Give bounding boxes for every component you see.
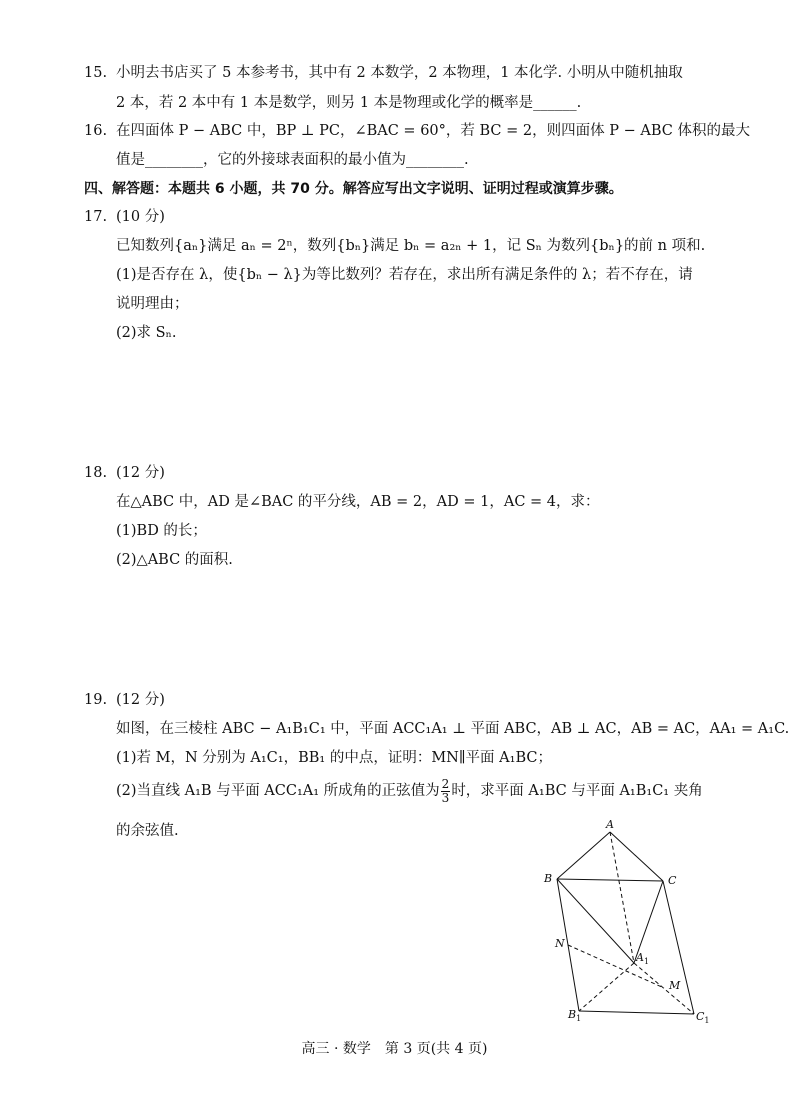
q15-number: 15. (84, 65, 108, 81)
edge-BA (557, 832, 610, 879)
q19-part2-after: 时，求平面 A₁BC 与平面 A₁B₁C₁ 夹角 (451, 783, 703, 799)
label-B1-main: B (568, 1008, 577, 1021)
q17-score: (10 分) (116, 209, 165, 225)
q17-stem: 已知数列{aₙ}满足 aₙ = 2ⁿ，数列{bₙ}满足 bₙ = a₂ₙ + 1，记 Sₙ 为数列{bₙ}的前 n 项和. (116, 238, 706, 254)
q17-part1-line2: 说明理由； (116, 296, 189, 312)
q18-number: 18. (84, 465, 108, 481)
q19-number: 19. (84, 692, 108, 708)
q16-number: 16. (84, 123, 108, 139)
label-A1-main: A (636, 951, 644, 964)
edge-BC (557, 879, 663, 881)
fraction-numerator: 2 (441, 776, 450, 791)
q18-score: (12 分) (116, 465, 165, 481)
fraction-denominator: 3 (441, 790, 450, 805)
q15-text-line1: 小明去书店买了 5 本参考书，其中有 2 本数学，2 本物理，1 本化学. 小明从中随机抽取 (116, 65, 683, 81)
q18-part2: (2)△ABC 的面积. (116, 552, 233, 568)
label-A: A (606, 818, 614, 831)
q19-part2-line2: 的余弦值. (116, 823, 179, 839)
label-M: M (669, 979, 681, 992)
q19-part1: (1)若 M，N 分别为 A₁C₁，BB₁ 的中点，证明：MN∥平面 A₁BC； (116, 750, 552, 766)
q18-stem: 在△ABC 中，AD 是∠BAC 的平分线，AB = 2，AD = 1，AC = 4，求： (116, 494, 600, 510)
label-C1-sub: 1 (704, 1016, 710, 1025)
q19-part2-before: (2)当直线 A₁B 与平面 ACC₁A₁ 所成角的正弦值为 (116, 783, 440, 799)
edge-AA1 (610, 832, 634, 963)
q16-text-line1: 在四面体 P − ABC 中，BP ⊥ PC，∠BAC = 60°，若 BC = 2，则四面体 P − ABC 体积的最大 (116, 123, 750, 139)
q19-score: (12 分) (116, 692, 165, 708)
label-C: C (668, 874, 677, 887)
section-heading: 四、解答题：本题共 6 小题，共 70 分。解答应写出文字说明、证明过程或演算步骤。 (84, 181, 623, 197)
q17-part2: (2)求 Sₙ. (116, 325, 177, 341)
label-B: B (544, 872, 553, 885)
label-A1 (635, 951, 649, 966)
segment-MN (568, 945, 664, 988)
q19-stem: 如图，在三棱柱 ABC − A₁B₁C₁ 中，平面 ACC₁A₁ ⊥ 平面 ABC，AB ⊥ AC，AB = AC，AA₁ = A₁C. (116, 721, 789, 737)
label-C1-main: C (696, 1010, 705, 1023)
label-A1-sub: 1 (643, 957, 650, 966)
page-footer: 高三 · 数学 第 3 页(共 4 页) (301, 1041, 488, 1057)
label-C1 (696, 1010, 710, 1025)
edge-B1C1 (579, 1011, 694, 1014)
q17-number: 17. (84, 209, 108, 225)
prism-figure (530, 818, 720, 1028)
label-B1-sub: 1 (576, 1014, 582, 1023)
q18-part1: (1)BD 的长； (116, 523, 207, 539)
q16-text-line2: 值是________，它的外接球表面积的最小值为________. (116, 152, 469, 168)
q17-part1-line1: (1)是否存在 λ，使{bₙ − λ}为等比数列？若存在，求出所有满足条件的 λ；若不存在，请 (116, 267, 693, 283)
q15-text-line2: 2 本，若 2 本中有 1 本是数学，则另 1 本是物理或化学的概率是______. (116, 95, 582, 111)
edge-A1B1 (579, 963, 634, 1011)
label-N: N (555, 937, 565, 950)
edge-CC1 (663, 881, 694, 1014)
edge-A1C1 (634, 963, 694, 1014)
q19-part2-fraction (441, 778, 451, 805)
q19-part2-line1 (116, 776, 703, 806)
